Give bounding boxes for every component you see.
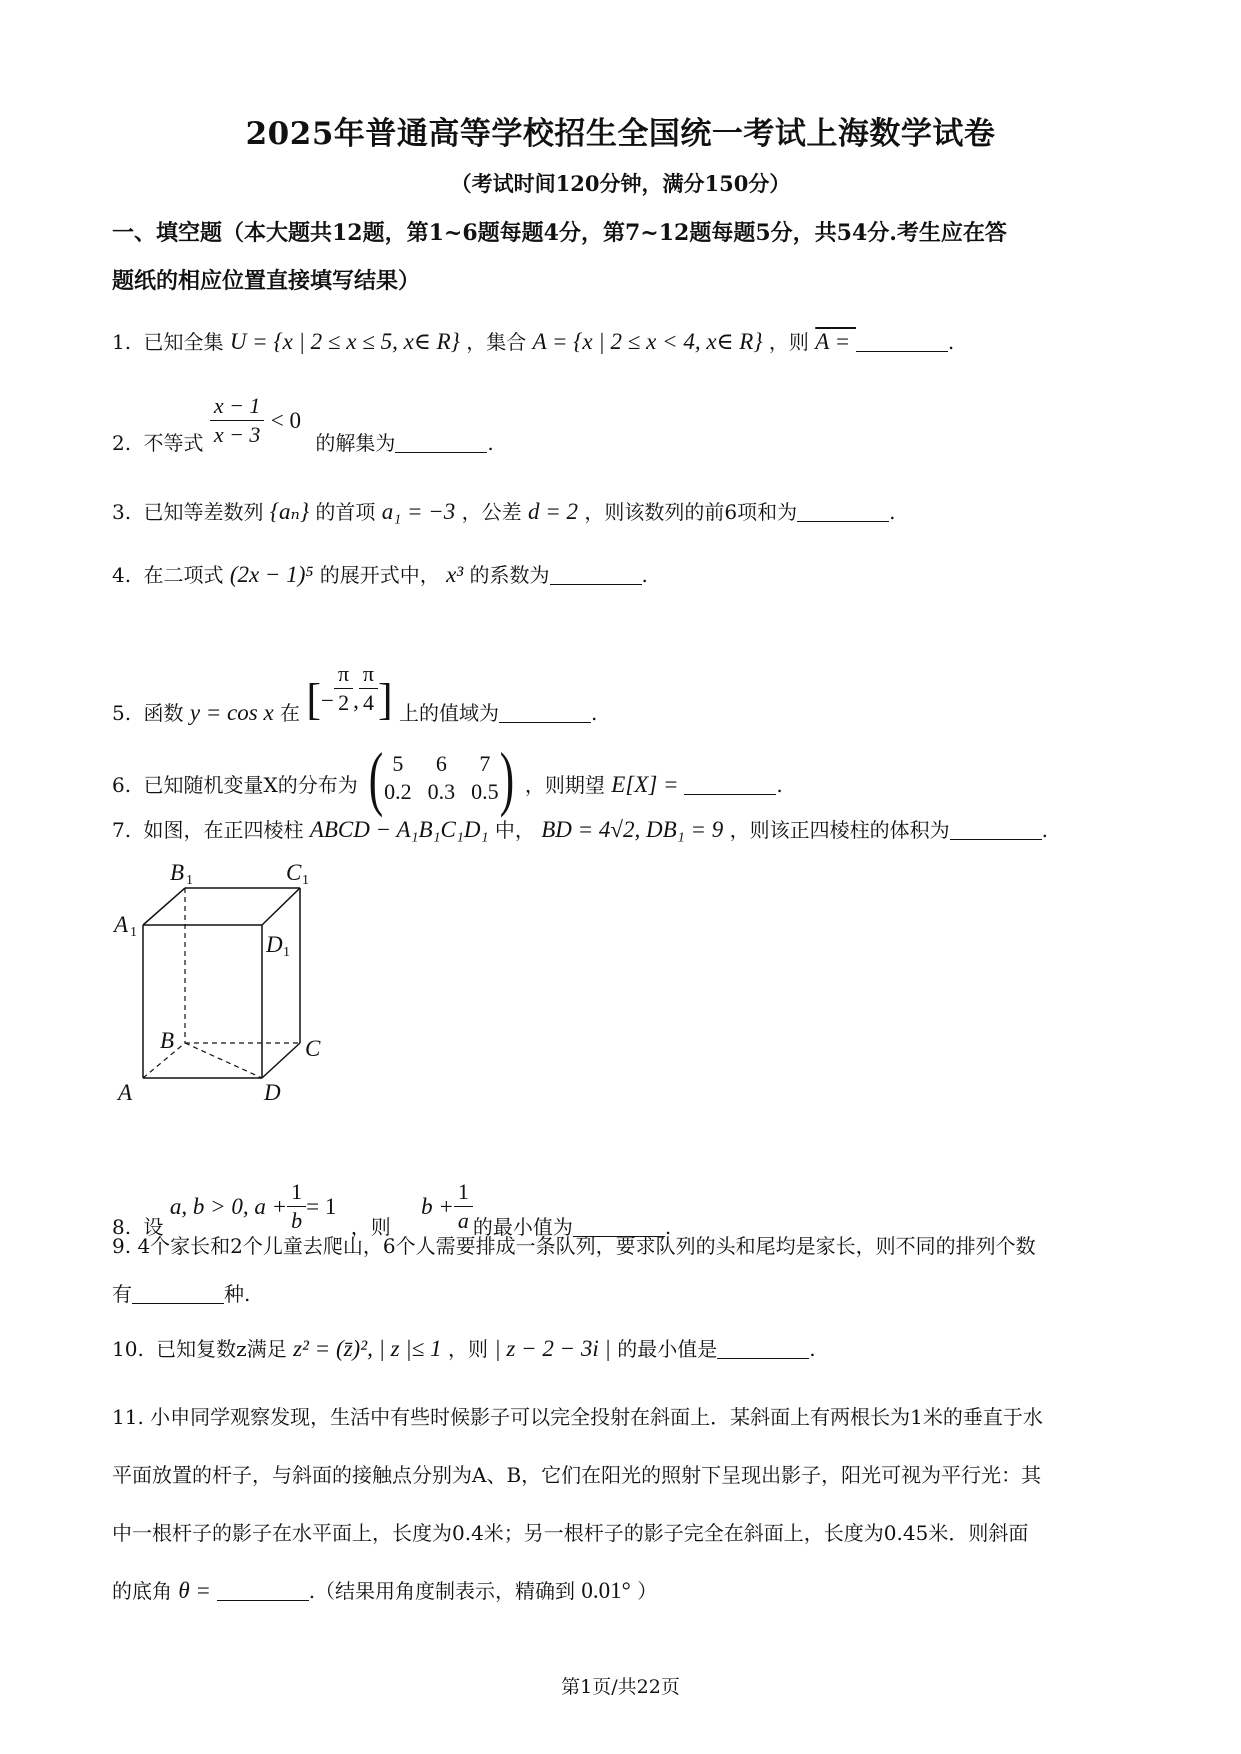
answer-blank[interactable] (132, 1283, 224, 1304)
question-3: 3. 已知等差数列 {aₙ} 的首项 a₁ = −3 ，公差 d = 2 ，则该数列的前6项和为 . (112, 499, 896, 524)
label-A: A (118, 1080, 133, 1105)
question-10: 10. 已知复数z满足 z² = (z̄)², | z |≤ 1 ，则 | z − 2 − 3i | 的最小值是 . (112, 1336, 816, 1361)
question-5: 5. 函数 y = cos x 在 [− $\frac{\pi}{2}$ , $\frac{\pi}{4}$ ] 上的值域为 . (112, 661, 598, 725)
section-heading (112, 209, 1132, 305)
svg-text:1: 1 (186, 873, 193, 888)
question-4: 4. 在二项式 (2x − 1)⁵ 的展开式中， x³ 的系数为 . (112, 562, 648, 587)
label-D: D (264, 1080, 281, 1105)
svg-text:1: 1 (130, 925, 137, 940)
question-9: 9. 4个家长和2个儿童去爬山，6个人需要排成一条队列，要求队列的头和尾均是家长，则不同的排列个数 有 种. (112, 1234, 1036, 1306)
question-2: 2. 不等式 $\frac{x - 1}{x - 3}$ < 0 的解集为 . (112, 393, 494, 455)
answer-blank[interactable] (856, 331, 948, 352)
label-C1: C (286, 860, 302, 885)
answer-blank[interactable] (797, 501, 889, 522)
answer-blank[interactable] (395, 432, 487, 453)
answer-blank[interactable] (684, 774, 776, 795)
fraction: $\frac{x - 1}{x - 3}$ (210, 392, 265, 449)
svg-text:1: 1 (283, 945, 290, 960)
section-heading-line2: 题纸的相应位置直接填写结果） (112, 268, 421, 294)
distribution-matrix: ( 5 6 7 0.2 0.3 0.5 ) (368, 738, 514, 818)
question-1: 1. 已知全集 U = {x | 2 ≤ x ≤ 5, x∈ R} ，集合 A = {x | 2 ≤ x < 4, x∈ R} ，则 A = . (112, 329, 955, 354)
label-B: B (160, 1028, 175, 1053)
label-B1: B (170, 860, 185, 885)
label-C: C (305, 1036, 321, 1061)
label-A1: A (114, 912, 129, 937)
answer-blank[interactable] (550, 564, 642, 585)
answer-blank[interactable] (717, 1338, 809, 1359)
question-11: 11. 小申同学观察发现，生活中有些时候影子可以完全投射在斜面上．某斜面上有两根长为1米的垂直于水 平面放置的杆子，与斜面的接触点分别为A、B，它们在阳光的照射下呈现出影子，阳光可视为平行光：其 中一根杆子的影子在水平面上，长度为0.4米；另一根杆子的影子完全在斜面上，长度为0.45米．则斜面 的底角 θ = .（结果用角度制表示，精确到 0.01° ） (112, 1405, 1043, 1603)
section-heading-line1: 一、填空题（本大题共12题，第1~6题每题4分，第7~12题每题5分，共54分.考生应在答 (112, 220, 1007, 246)
label-D1: D (266, 932, 283, 957)
page-subtitle: （考试时间120分钟，满分150分） (450, 171, 791, 196)
answer-blank[interactable] (217, 1580, 309, 1601)
svg-text:1: 1 (302, 873, 309, 888)
question-6: 6. 已知随机变量X的分布为 ( 5 6 7 0.2 0.3 0.5 ) ，则期望 E[X] = . (112, 738, 783, 818)
answer-blank[interactable] (950, 819, 1042, 840)
page-footer: 第1页/共22页 (561, 1676, 680, 1698)
page-title: 2025年普通高等学校招生全国统一考试上海数学试卷 (245, 116, 996, 152)
prism-figure (110, 860, 340, 1110)
question-7: 7. 如图，在正四棱柱 ABCD − A₁B₁C₁D₁ 中， BD = 4√2, DB₁ = 9 ，则该正四棱柱的体积为 . (112, 817, 1048, 842)
answer-blank[interactable] (499, 702, 591, 723)
question-8: 8. 设 a, b > 0, a + $\frac{1}{b}$ = 1 ，则 b + $\frac{1}{a}$ 的最小值为 . (112, 1179, 672, 1239)
